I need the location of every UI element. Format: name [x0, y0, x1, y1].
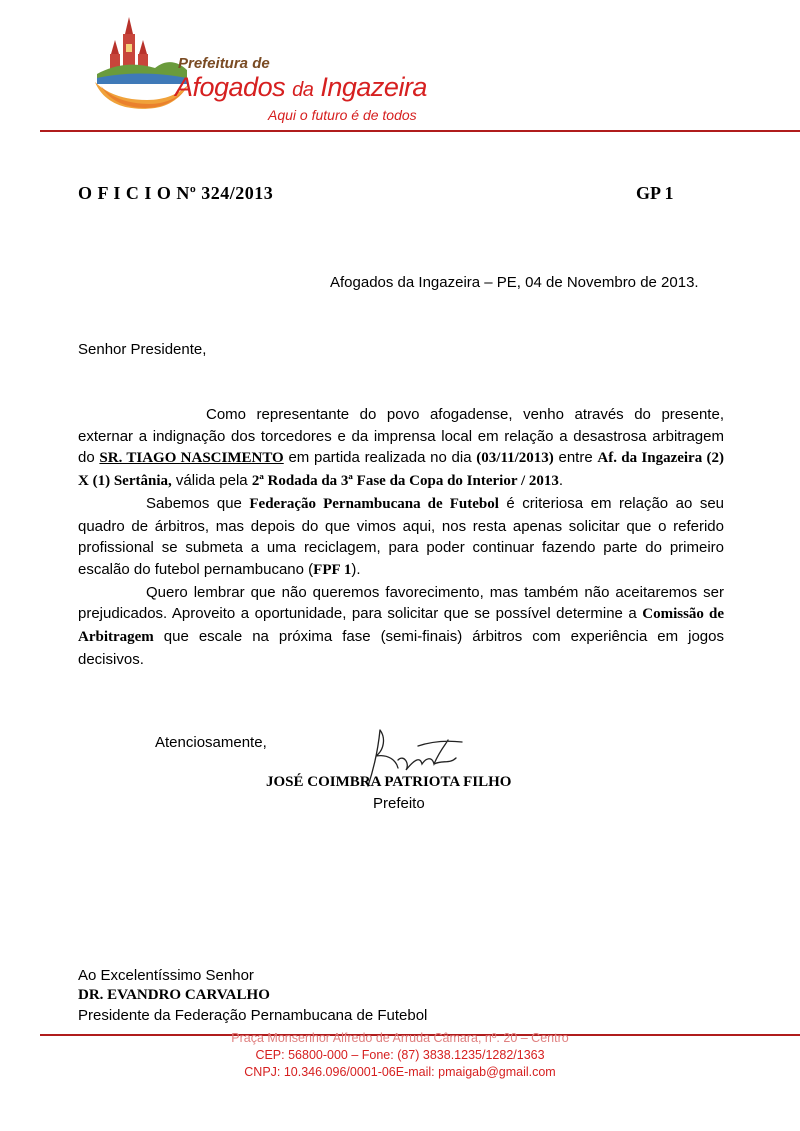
- paragraph-2: [78, 493, 724, 582]
- p1-text-a: Como representante do povo afogadense, venho através do presente, externar a indignação dos torcedores e da imprensa local em relação a desastrosa arbitragem do: [78, 406, 724, 467]
- recipient-title: Presidente da Federação Pernambucana de Futebol: [78, 1007, 428, 1024]
- p3-text-a: Quero lembrar que não queremos favorecimento, mas também não aceitaremos ser prejudicados. Aproveito a oportunidade, para solicitar que se possível determine a: [78, 583, 724, 623]
- match-result: Af. da Ingazeira (2) X (1) Sertânia,: [78, 450, 724, 490]
- match-date: (03/11/2013): [476, 450, 554, 467]
- p2-text-c: é criteriosa em relação ao seu quadro de árbitros, mas depois do que vimos aqui, nos resta apenas solicitar que o referido profissional se submeta a uma reciclagem, para poder continuar fazendo parte do primeiro escalão do futebol pernambucano (: [78, 494, 724, 578]
- arbitration-committee: Comissão de Arbitragem: [78, 606, 725, 646]
- referee-name: SR. TIAGO NASCIMENTO: [99, 450, 284, 467]
- brand-line-1: Prefeitura de: [178, 55, 270, 72]
- fpf-division: FPF 1: [313, 561, 352, 578]
- p2-text-a: Sabemos que: [146, 494, 250, 512]
- salutation: Senhor Presidente,: [78, 341, 207, 358]
- paragraph-1: [78, 404, 724, 493]
- brand-line-2: [175, 72, 427, 103]
- office-number: O F I C I O Nº 324/2013: [78, 183, 274, 203]
- slogan: Aqui o futuro é de todos: [268, 107, 417, 123]
- p2-text-e: ).: [351, 560, 361, 578]
- brand-ingazeira: Ingazeira: [320, 72, 427, 102]
- brand-da: da: [292, 79, 314, 101]
- p1-text-i: .: [558, 472, 564, 490]
- p1-text-c: em partida realizada no dia: [283, 449, 477, 467]
- letter-body: [78, 404, 724, 670]
- p1-text-e: entre: [553, 449, 598, 467]
- p1-text-g: válida pela: [171, 472, 252, 490]
- footer-cnpj-email: CNPJ: 10.346.096/0001-06E-mail: pmaigab@gmail.com: [244, 1065, 556, 1079]
- paragraph-3: [78, 582, 724, 671]
- dateline: Afogados da Ingazeira – PE, 04 de Novembro de 2013.: [330, 274, 699, 291]
- brand-afogados: Afogados: [175, 72, 286, 102]
- footer-address: Praça Monsenhor Alfredo de Arruda Câmara, nº. 20 – Centro: [231, 1031, 569, 1045]
- federation-name: Federação Pernambucana de Futebol: [249, 495, 499, 512]
- competition-round: 2ª Rodada da 3ª Fase da Copa do Interior / 2013: [251, 473, 559, 490]
- header-divider: [40, 130, 800, 132]
- recipient-greeting: Ao Excelentíssimo Senhor: [78, 967, 254, 984]
- closing: Atenciosamente,: [155, 734, 267, 751]
- signer-role: Prefeito: [373, 795, 425, 812]
- footer-contact: CEP: 56800-000 – Fone: (87) 3838.1235/1282/1363: [255, 1048, 545, 1062]
- signer-name: JOSÉ COIMBRA PATRIOTA FILHO: [266, 774, 512, 790]
- gp-reference: GP 1: [636, 183, 674, 203]
- p3-text-c: que escale na próxima fase (semi-finais) árbitros com experiência em jogos decisivos.: [78, 628, 724, 668]
- recipient-name: DR. EVANDRO CARVALHO: [78, 987, 270, 1003]
